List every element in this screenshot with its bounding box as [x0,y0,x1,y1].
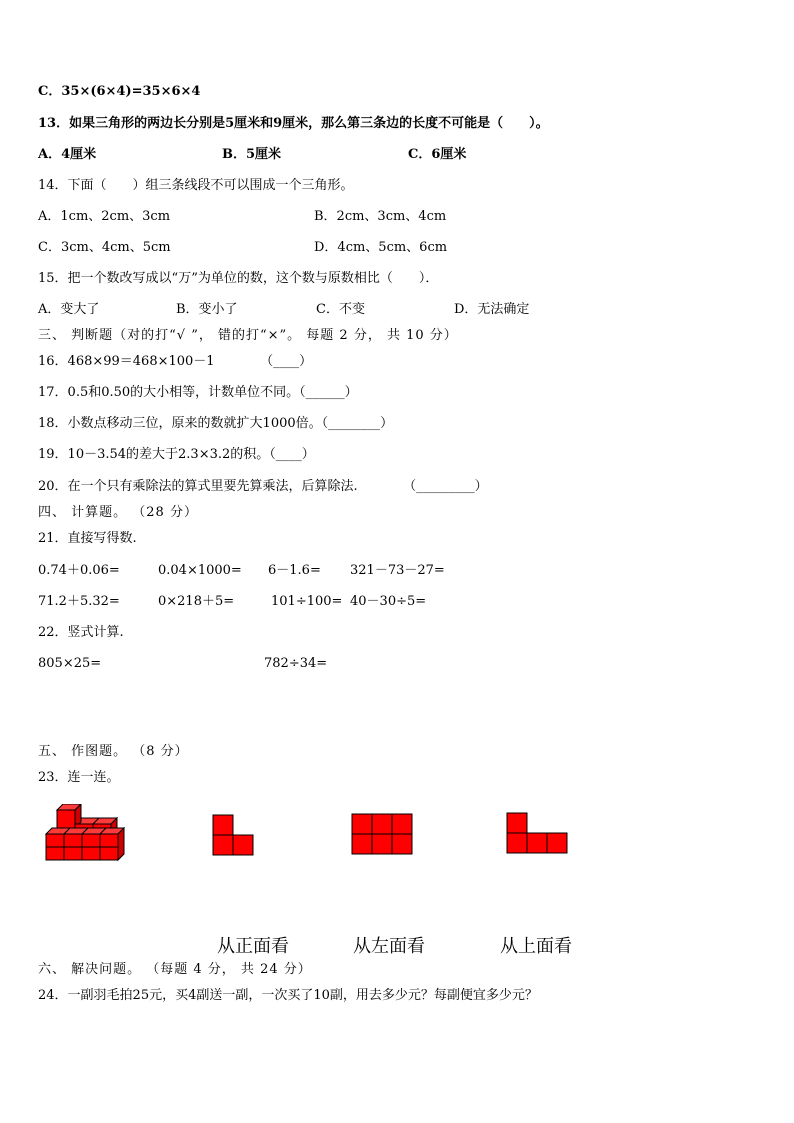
section-6-heading: 六、 解决问题。 （每题 4 分， 共 24 分） [38,962,312,977]
calc-item: 40－30÷5= [350,594,427,609]
q16: 16．468×99＝468×100－1 （____） [38,354,313,369]
vertical-calc-item: 782÷34= [264,656,328,671]
calc-item: 321－73－27= [350,563,445,578]
calc-item: 0.74＋0.06= [38,563,120,578]
q15-option-d: D．无法确定 [454,302,530,317]
vertical-calc-item: 805×25= [38,656,102,671]
view-shape-grid [351,813,413,857]
q22-title: 22．竖式计算. [38,625,124,640]
q21-title: 21．直接写得数. [38,531,137,546]
q14-stem: 14．下面（ ）组三条线段不可以围成一个三角形。 [38,178,354,193]
section-3-heading: 三、 判断题（对的打“√ ”， 错的打“×”。 每题 2 分， 共 10 分） [38,328,458,343]
q13-option-a: A．4厘米 [38,147,97,162]
section-5-heading: 五、 作图题。 （8 分） [38,744,189,759]
calc-item: 71.2＋5.32= [38,594,120,609]
q15-option-c: C．不变 [316,302,365,317]
caption-left-view: 从左面看 [353,936,425,957]
q13-stem: 13．如果三角形的两边长分别是5厘米和9厘米，那么第三条边的长度不可能是（ ）。 [38,116,549,131]
caption-top-view: 从上面看 [500,936,572,957]
q24: 24．一副羽毛拍25元，买4副送一副，一次买了10副，用去多少元？每副便宜多少元？ [38,988,538,1003]
calc-item: 6－1.6= [268,563,321,578]
q14-option-d: D．4cm、5cm、6cm [314,240,448,255]
view-shape-l [212,814,256,858]
cube-stack-figure [44,804,128,862]
q17: 17．0.5和0.50的大小相等，计数单位不同。（______） [38,385,358,400]
view-shape-l-wide [506,812,570,856]
q20: 20．在一个只有乘除法的算式里要先算乘法，后算除法. （_________） [38,479,488,494]
q15-option-b: B．变小了 [176,302,238,317]
q13-option-c: C．6厘米 [408,147,467,162]
q13-option-b: B．5厘米 [222,147,282,162]
section-4-heading: 四、 计算题。 （28 分） [38,505,198,520]
calc-item: 0×218＋5= [158,594,235,609]
q14-option-b: B．2cm、3cm、4cm [314,209,447,224]
q19: 19．10－3.54的差大于2.3×3.2的积。（____） [38,447,315,462]
calc-item: 101÷100= [271,594,343,609]
q12-option-c: C．35×(6×4)=35×6×4 [38,84,201,99]
calc-item: 0.04×1000= [158,563,242,578]
q14-option-c: C．3cm、4cm、5cm [38,240,171,255]
q23-title: 23．连一连。 [38,770,120,785]
q18: 18．小数点移动三位，原来的数就扩大1000倍。（________） [38,416,394,431]
q14-option-a: A．1cm、2cm、3cm [38,209,171,224]
caption-front-view: 从正面看 [217,936,289,957]
q15-option-a: A．变大了 [38,302,100,317]
q15-stem: 15．把一个数改写成以“万”为单位的数，这个数与原数相比（ ）． [38,271,439,286]
